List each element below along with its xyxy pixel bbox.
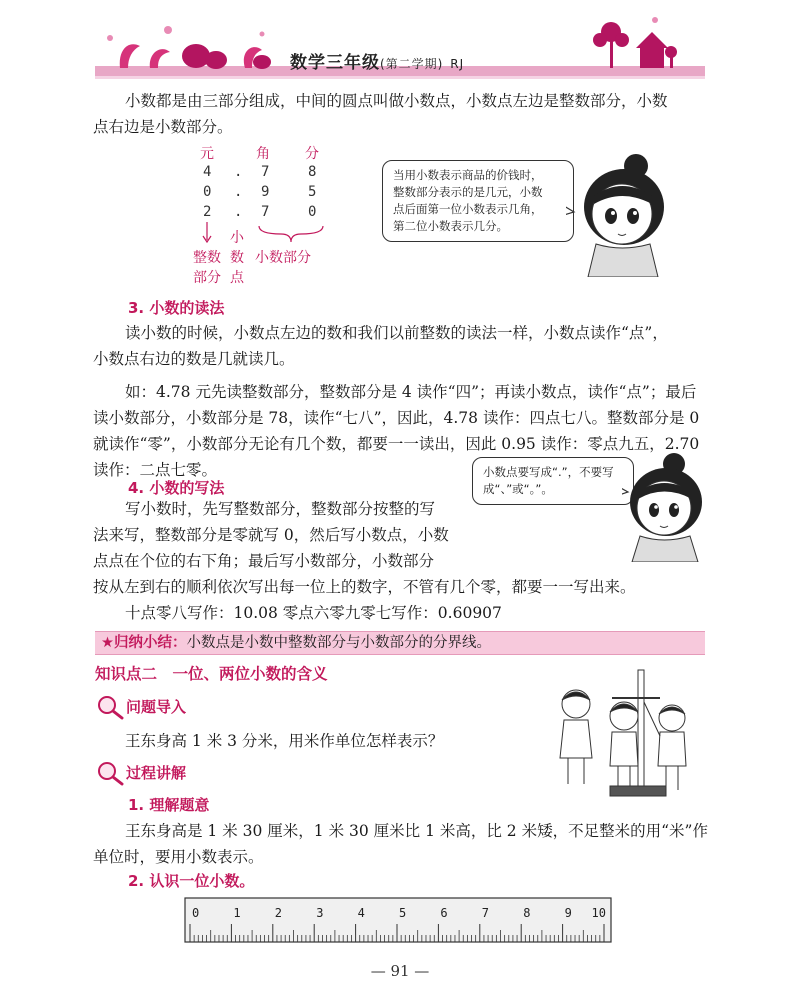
book-edition: RJ: [450, 57, 465, 71]
price-label-point-2: 数: [230, 250, 244, 266]
section-4-example: 十点零八写作：10.08 零点六零九零七写作：0.60907: [125, 604, 502, 622]
header-banner: [0, 0, 800, 90]
step-1-title: 1. 理解题意: [128, 796, 210, 814]
step-2-title: 2. 认识一位小数。: [128, 872, 255, 890]
section-3-title: 3. 小数的读法: [128, 299, 225, 317]
price-row-1-point: .: [234, 164, 243, 180]
price-label-integer-2: 部分: [193, 270, 221, 286]
section-4-title: 4. 小数的写法: [128, 479, 225, 497]
section-4-line-3: 点点在个位的右下角；最后写小数部分，小数部分: [93, 552, 435, 570]
step-1-line-1: 王东身高是 1 米 30 厘米，1 米 30 厘米比 1 米高，比 2 米矮，不足整米的用“米”作: [125, 822, 708, 840]
price-label-point-3: 点: [230, 270, 244, 286]
section-4-line-4: 按从左到右的顺利依次写出每一位上的数字，不管有几个零，都要一一写出来。: [93, 578, 636, 596]
summary-bar: [95, 631, 705, 655]
bubble-line: 整数部分表示的是几元，小数: [393, 185, 543, 199]
section-3-p1-line-2: 小数点右边的数是几就读几。: [93, 350, 295, 368]
bubble-line: 成“、”或“。”。: [483, 482, 553, 496]
bubble-line: 小数点要写成“.”，不要写: [483, 465, 614, 479]
question-heading: 问题导入: [126, 698, 187, 716]
header-title: [290, 48, 464, 73]
summary-text: 小数点是小数中整数部分与小数部分的分界线。: [186, 635, 491, 651]
price-row-2-point: .: [234, 184, 243, 200]
price-row-3-jiao: 7: [261, 204, 270, 220]
price-row-1-jiao: 7: [261, 164, 270, 180]
magnifier-icon: [96, 760, 126, 786]
speech-bubble-price: [382, 160, 574, 242]
ruler-label: 0: [192, 906, 200, 920]
ruler: [184, 897, 612, 943]
knowledge-2-title: 知识点二 一位、两位小数的含义: [95, 665, 328, 683]
price-label-decimal: 小数部分: [255, 250, 311, 266]
section-3-p2-line-3: 就读作“零”，小数部分无论有几个数，都要一一读出，因此 0.95 读作：零点九五，2.70: [93, 435, 700, 453]
section-3-p2-line-1: 如：4.78 元先读整数部分，整数部分是 4 读作“四”；再读小数点，读作“点”；最后: [125, 383, 697, 401]
price-header-jiao: 角: [256, 146, 270, 162]
page-number: — 91 —: [370, 962, 430, 980]
price-row-1-fen: 8: [308, 164, 317, 180]
ruler-label: 9: [564, 906, 572, 920]
kids-measuring-height-illustration: [550, 666, 705, 806]
step-1-line-2: 单位时，要用小数表示。: [93, 848, 264, 866]
ruler-label: 3: [316, 906, 324, 920]
summary-lead: ★归纳小结：: [101, 635, 187, 651]
book-title: 数学三年级: [290, 53, 380, 73]
price-label-integer-1: 整数: [193, 250, 221, 266]
ruler-label: 8: [523, 906, 531, 920]
price-row-3-fen: 0: [308, 204, 317, 220]
price-row-2-fen: 5: [308, 184, 317, 200]
price-table-brackets: [195, 220, 335, 250]
price-label-point-1: 小: [230, 230, 244, 246]
ruler-label: 7: [481, 906, 490, 920]
price-row-2-yuan: 0: [203, 184, 212, 200]
girl-illustration: [566, 152, 686, 277]
section-4-line-2: 法来写，整数部分是零就写 0，然后写小数点，小数: [93, 526, 449, 544]
section-4-line-1: 写小数时，先写整数部分，整数部分按整的写: [125, 500, 436, 518]
price-header-fen: 分: [305, 146, 319, 162]
price-row-3-yuan: 2: [203, 204, 212, 220]
intro-line-2: 点右边是小数部分。: [93, 118, 233, 136]
bubble-line: 点后面第一位小数表示几角，: [393, 202, 543, 216]
section-3-p2-line-2: 读小数部分，小数部分是 78，读作“七八”，因此，4.78 读作：四点七八。整数部分是 0: [93, 409, 700, 427]
bubble-line: 第二位小数表示几分。: [393, 219, 508, 233]
price-row-1-yuan: 4: [203, 164, 212, 180]
ruler-label: 5: [399, 906, 407, 920]
section-3-p2-line-4: 读作：二点七零。: [93, 461, 218, 479]
price-row-2-jiao: 9: [261, 184, 270, 200]
price-row-3-point: .: [234, 204, 243, 220]
intro-line-1: 小数都是由三部分组成，中间的圆点叫做小数点，小数点左边是整数部分，小数: [125, 92, 668, 110]
ruler-label: 10: [591, 906, 606, 920]
book-semester: (第二学期): [380, 57, 444, 71]
ruler-label: 1: [233, 906, 241, 920]
ruler-label: 4: [357, 906, 365, 920]
bubble-line: 当用小数表示商品的价钱时，: [393, 168, 543, 182]
question-text: 王东身高 1 米 3 分米，用米作单位怎样表示？: [125, 732, 444, 750]
magnifier-icon: [96, 694, 126, 720]
ruler-label: 2: [274, 906, 283, 920]
section-3-p1-line-1: 读小数的时候，小数点左边的数和我们以前整数的读法一样，小数点读作“点”，: [125, 324, 668, 342]
ruler-label: 6: [440, 906, 448, 920]
explain-heading: 过程讲解: [126, 764, 187, 782]
price-header-yuan: 元: [200, 146, 214, 162]
